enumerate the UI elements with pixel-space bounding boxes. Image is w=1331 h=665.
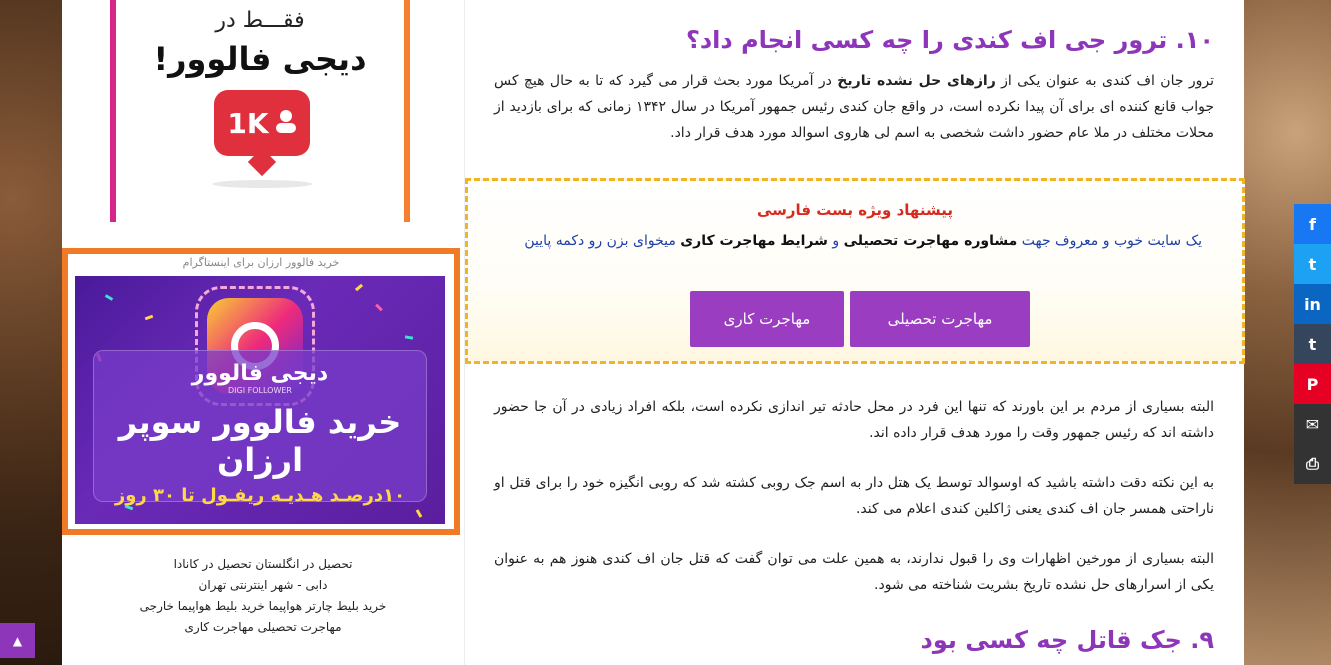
email-share-icon[interactable]: ✉ <box>1294 404 1331 444</box>
heading-9: ۹. جک قاتل چه کسی بود <box>920 626 1214 654</box>
ad-line2: دیجی فالوور! <box>153 40 367 78</box>
scroll-to-top-button[interactable] <box>0 623 35 658</box>
work-migration-button[interactable]: مهاجرت کاری <box>690 291 844 347</box>
ad-banner-1k[interactable] <box>110 0 410 222</box>
ad-line1: فقـــط در <box>215 8 305 33</box>
offer-t3: و <box>827 233 844 249</box>
sidebar-link[interactable]: مهاجرت تحصیلی مهاجرت کاری <box>184 620 342 634</box>
heading-10: ۱۰. ترور جی اف کندی را چه کسی انجام داد؟ <box>685 26 1214 54</box>
chevron-up-icon: ▲ <box>12 633 23 648</box>
ad-panel <box>93 350 427 506</box>
special-offer-box <box>465 178 1245 364</box>
offer-title: پیشنهاد ویژه بست فارسی <box>757 201 953 219</box>
sidebar-link[interactable]: خرید بلیط چارتر هواپیما خرید بلیط هواپیما خارجی <box>139 599 387 613</box>
background-left <box>0 0 62 665</box>
badge-shadow <box>212 180 312 188</box>
paragraph-2: البته بسیاری از مردم بر این باورند که تنها این فرد در محل حادثه تیر اندازی نکرده است، بلکه افراد زیادی در آن جا حضور داشته اند که رئیس جمهور وقت را مورد هدف قرار داده اند. <box>494 399 1214 441</box>
paragraph-3: به این نکته دقت داشته باشید که اوسوالد توسط یک هتل دار به اسم جک روبی کشته شد که روبی انگیزه خود را برای قتل او ناراحتی همسر جان اف کندی یعنی ژاکلین کندی اعلام می کند. <box>494 475 1214 517</box>
follower-badge <box>214 90 310 156</box>
sidebar-link[interactable]: تحصیل در انگلستان تحصیل در کانادا <box>173 557 353 571</box>
p1-text-a: ترور جان اف کندی به عنوان یکی از <box>995 73 1214 89</box>
tumblr-share-icon[interactable]: t <box>1294 324 1331 364</box>
offer-text <box>524 233 1202 249</box>
twitter-share-icon[interactable]: t <box>1294 244 1331 284</box>
sidebar-links <box>62 554 464 638</box>
p1-text-b: در آمریکا مورد بحث قرار می گیرد که تا به حال هیچ کس جواب قانع کننده ای برای آن پیدا نکرده است، در واقع جان کندی رئیس جمهور آمریکا در سال ۱۳۴۲ زمانی که برای بازدید از محلات مختلف در ملا عام حضور داشت شخصی به اسم لی هاروی اسوالد مورد هدف قرار داد. <box>494 73 1214 141</box>
sidebar <box>62 0 464 665</box>
social-share-bar <box>1294 204 1331 484</box>
ad-caption: خرید فالوور ارزان برای اینستاگرام <box>182 256 340 269</box>
pinterest-share-icon[interactable]: P <box>1294 364 1331 404</box>
ad-banner-cheap-followers[interactable] <box>62 248 460 535</box>
paragraph-4: البته بسیاری از مورخین اظهارات وی را قبول ندارند، به همین علت می توان گفت که قتل جان اف کندی هنوز هم به عنوان یکی از اسرارهای حل نشده تاریخ بشریت شناخته می شود. <box>494 551 1214 593</box>
study-migration-button[interactable]: مهاجرت تحصیلی <box>850 291 1030 347</box>
offer-t5: میخوای بزن رو دکمه پایین <box>524 233 681 249</box>
user-icon <box>275 107 297 140</box>
ad-image <box>75 276 445 524</box>
p1-bold: رازهای حل نشده تاریخ <box>837 73 996 89</box>
offer-t4: شرایط مهاجرت کاری <box>680 233 828 249</box>
sidebar-link[interactable]: دابی - شهر اینترنتی تهران <box>198 578 328 592</box>
print-share-icon[interactable]: ⎙ <box>1294 444 1331 484</box>
ad-logo: دیجی فالوور <box>191 361 329 386</box>
ad-headline: خرید فالوور سوپر ارزان <box>118 403 402 479</box>
paragraph-1 <box>494 68 1214 146</box>
offer-t1: یک سایت خوب و معروف جهت <box>1017 233 1202 249</box>
badge-count: 1K <box>227 106 269 140</box>
ad-logo-sub: DIGI FOLLOWER <box>228 386 292 395</box>
offer-t2: مشاوره مهاجرت تحصیلی <box>843 233 1018 249</box>
article-content <box>464 0 1244 665</box>
linkedin-share-icon[interactable]: in <box>1294 284 1331 324</box>
facebook-share-icon[interactable]: f <box>1294 204 1331 244</box>
ad-gift: ۱۰درصـد هـدیـه ریفـول تا ۳۰ روز <box>114 485 406 506</box>
